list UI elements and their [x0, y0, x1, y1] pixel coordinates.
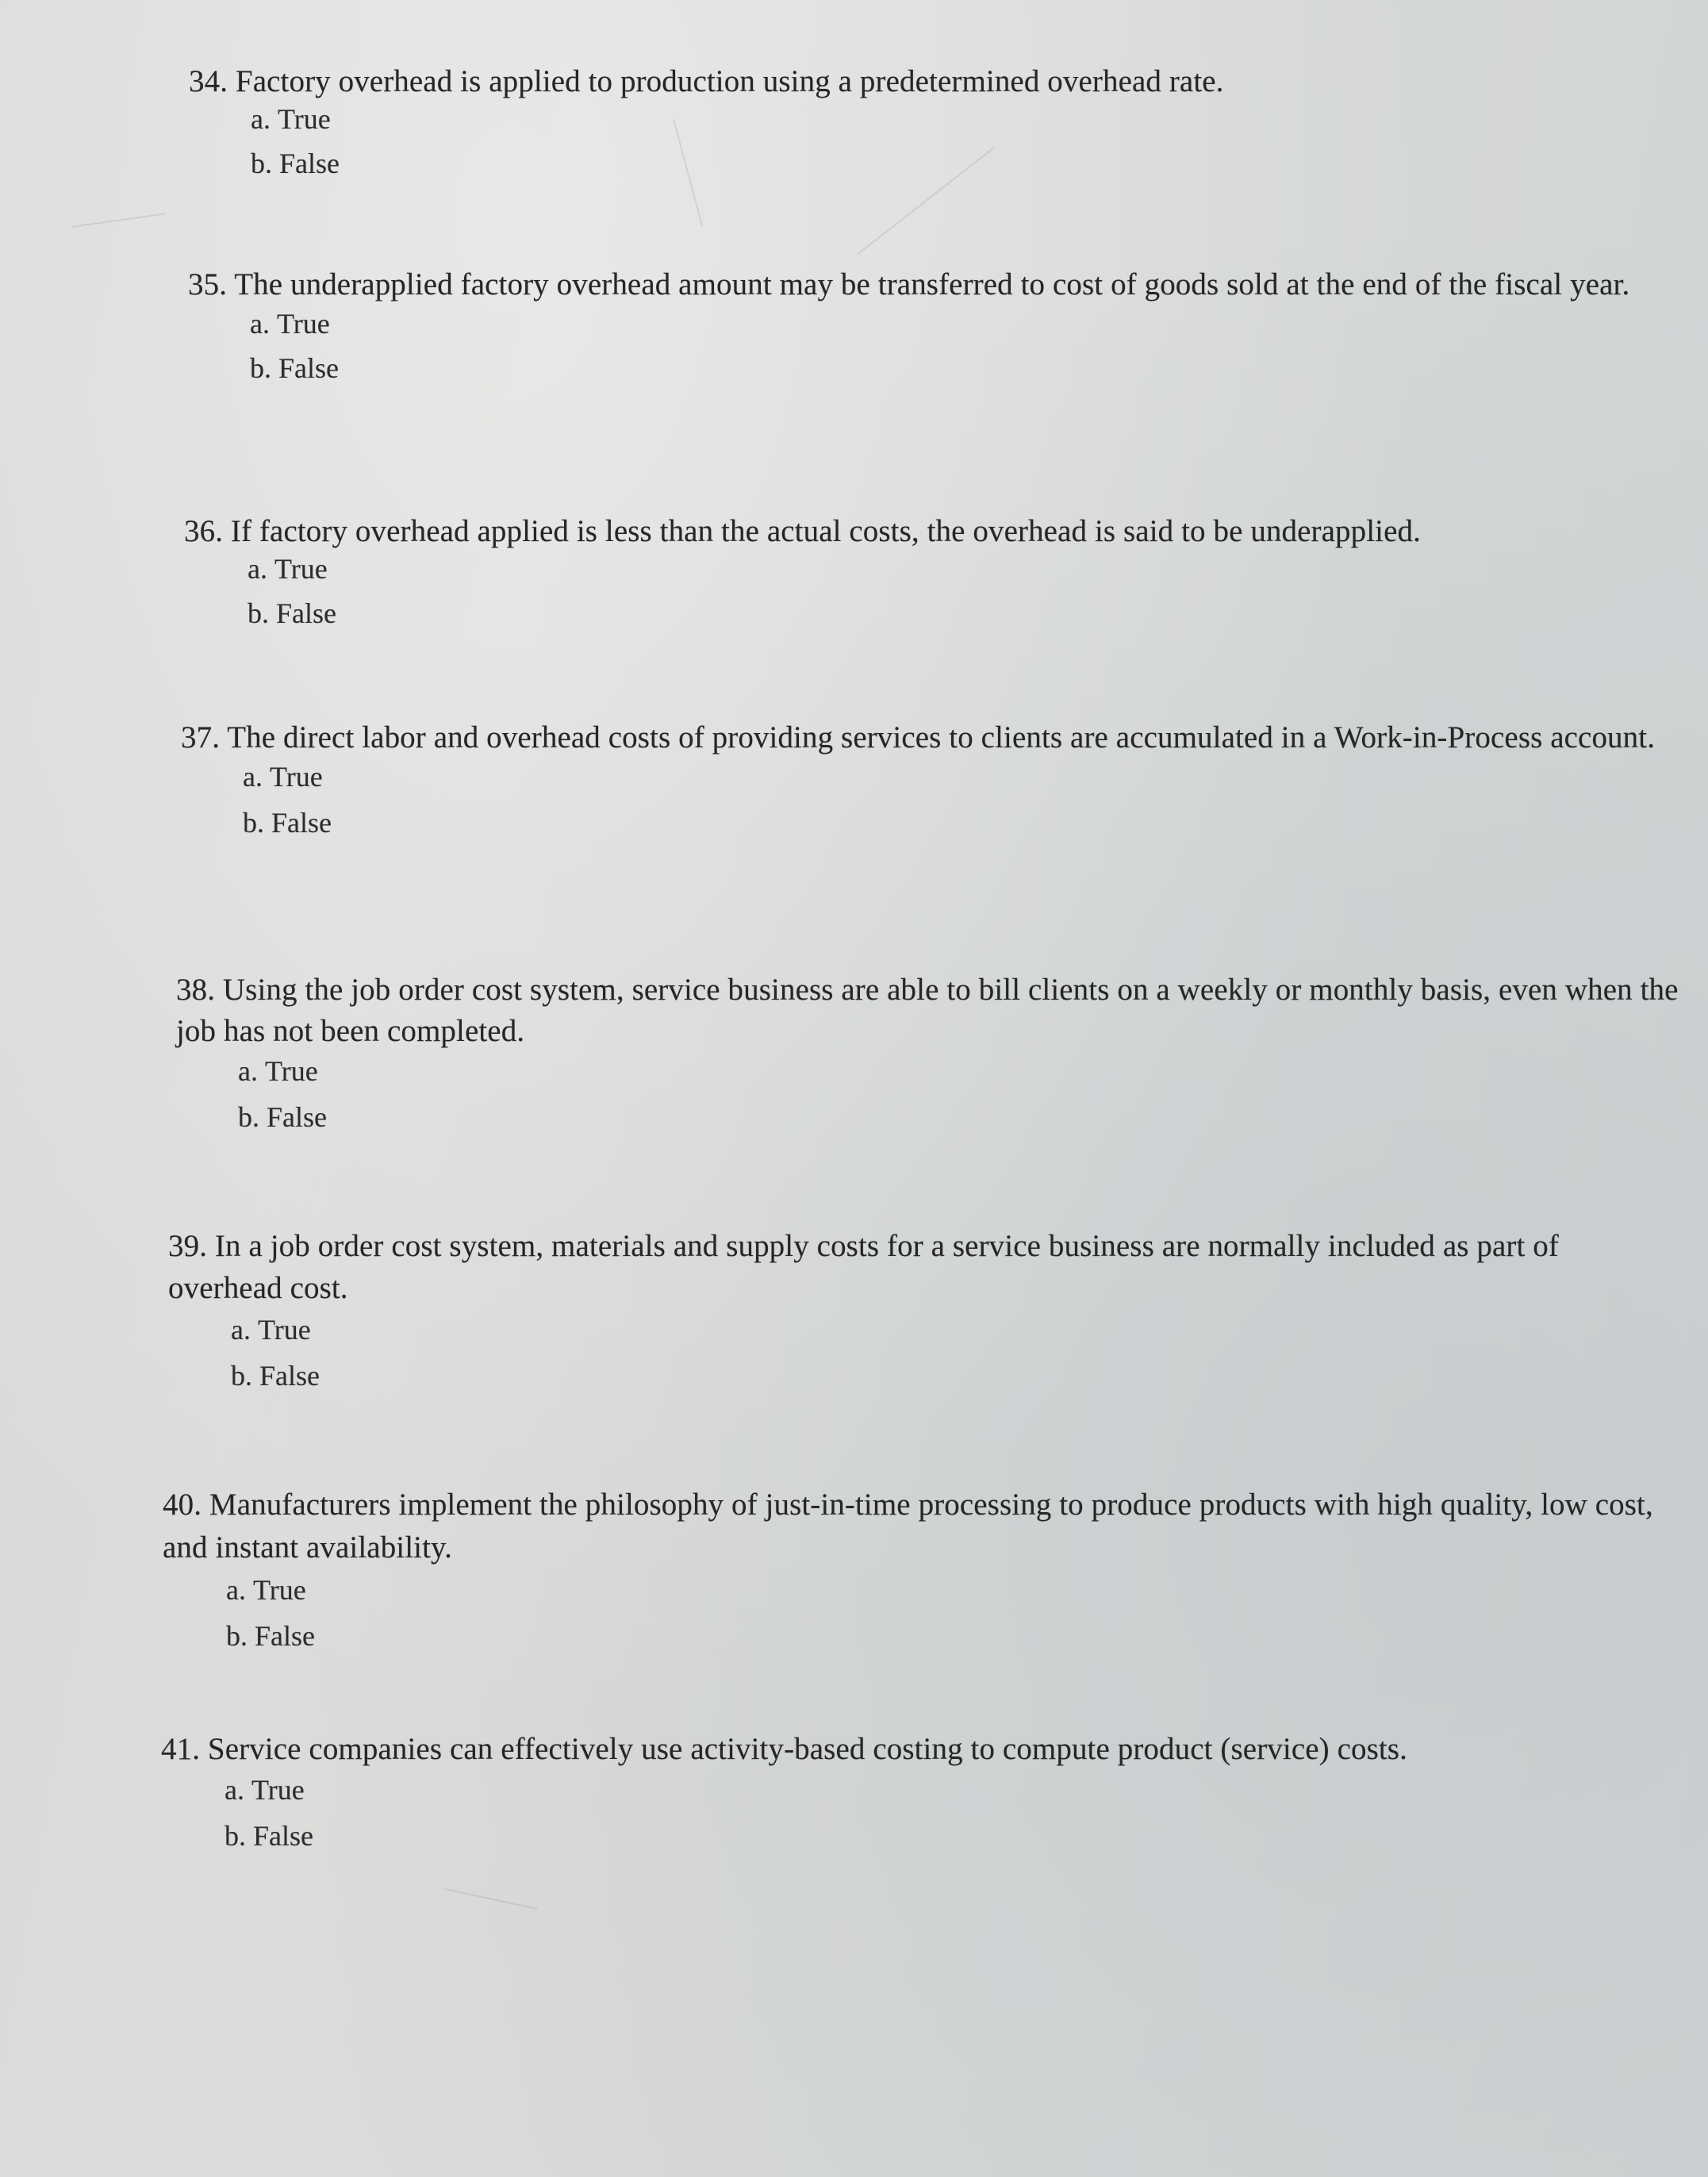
question-body: If factory overhead applied is less than the actual costs, the overhead is said to be underapplied. — [230, 514, 1421, 548]
option-letter: b. — [226, 1620, 248, 1652]
question-number: 39. — [168, 1229, 208, 1263]
option-letter: b. — [231, 1360, 252, 1392]
option-label: True — [274, 553, 328, 585]
option-false[interactable] — [250, 354, 1695, 382]
option-letter: a. — [238, 1055, 258, 1087]
question-text — [161, 1730, 1668, 1769]
option-label: True — [277, 103, 331, 135]
answer-options — [231, 1315, 1675, 1390]
option-letter: b. — [225, 1820, 246, 1852]
answer-options — [225, 1776, 1668, 1850]
question-39 — [168, 1225, 1675, 1390]
option-letter: b. — [250, 352, 271, 384]
option-letter: a. — [231, 1314, 251, 1346]
question-text — [184, 512, 1691, 551]
question-38 — [176, 969, 1683, 1131]
question-number: 41. — [161, 1732, 201, 1766]
question-37 — [181, 718, 1688, 837]
option-letter: a. — [225, 1774, 244, 1806]
question-body: Factory overhead is applied to production using a predetermined overhead rate. — [235, 64, 1224, 98]
question-body: The direct labor and overhead costs of providing services to clients are accumulated in a Work-in-Process account. — [227, 720, 1656, 754]
option-letter: b. — [238, 1101, 259, 1133]
answer-options — [243, 762, 1688, 837]
option-label: False — [267, 1101, 327, 1133]
answer-options — [226, 1576, 1670, 1650]
option-label: False — [276, 597, 336, 629]
question-number: 34. — [189, 64, 228, 98]
question-number: 37. — [181, 720, 221, 754]
option-label: False — [278, 352, 339, 384]
option-label: True — [257, 1314, 311, 1346]
option-true[interactable] — [250, 309, 1695, 338]
question-text — [189, 62, 1696, 102]
question-text — [163, 1484, 1670, 1569]
question-body: Manufacturers implement the philosophy of just-in-time processing to produce products with high quality, low cost, and instant availability. — [163, 1488, 1653, 1565]
option-true[interactable] — [225, 1776, 1668, 1804]
option-letter: a. — [243, 761, 263, 793]
option-true[interactable] — [248, 555, 1691, 583]
question-41 — [161, 1730, 1668, 1850]
question-text — [181, 718, 1688, 758]
option-letter: a. — [250, 308, 270, 340]
question-34 — [189, 62, 1696, 178]
option-letter: b. — [251, 148, 272, 179]
option-label: True — [264, 1055, 318, 1087]
option-label: False — [255, 1620, 315, 1652]
option-label: True — [251, 1774, 305, 1806]
question-text — [168, 1225, 1675, 1309]
question-number: 40. — [163, 1488, 202, 1522]
option-letter: b. — [243, 807, 264, 839]
option-false[interactable] — [248, 599, 1691, 628]
question-number: 38. — [176, 973, 216, 1007]
option-false[interactable] — [251, 149, 1696, 178]
option-false[interactable] — [238, 1103, 1683, 1131]
option-letter: a. — [251, 103, 271, 135]
paper-crease — [444, 1888, 538, 1910]
question-body: Using the job order cost system, service business are able to bill clients on a weekly or monthly basis, even when the job has not been completed. — [176, 973, 1679, 1048]
option-label: False — [259, 1360, 320, 1392]
paper-crease — [71, 213, 166, 228]
option-false[interactable] — [231, 1361, 1675, 1390]
question-body: In a job order cost system, materials and supply costs for a service business are normally included as part of overhead cost. — [168, 1229, 1559, 1305]
question-body: Service companies can effectively use activity-based costing to compute product (service) costs. — [207, 1732, 1407, 1766]
option-true[interactable] — [243, 762, 1688, 791]
option-false[interactable] — [225, 1822, 1668, 1850]
answer-options — [251, 105, 1696, 178]
question-40 — [163, 1484, 1670, 1650]
option-letter: b. — [248, 597, 269, 629]
question-number: 35. — [188, 267, 228, 301]
option-letter: a. — [226, 1574, 246, 1606]
question-35 — [188, 265, 1695, 382]
answer-options — [248, 555, 1691, 628]
option-true[interactable] — [251, 105, 1696, 133]
option-label: True — [269, 761, 323, 793]
question-36 — [184, 512, 1691, 628]
option-true[interactable] — [231, 1315, 1675, 1344]
question-number: 36. — [184, 514, 224, 548]
option-letter: a. — [248, 553, 267, 585]
answer-options — [250, 309, 1695, 382]
option-true[interactable] — [226, 1576, 1670, 1604]
option-true[interactable] — [238, 1057, 1683, 1085]
option-false[interactable] — [243, 808, 1688, 837]
option-label: True — [252, 1574, 306, 1606]
option-label: False — [253, 1820, 313, 1852]
answer-options — [238, 1057, 1683, 1131]
question-text — [176, 969, 1683, 1052]
option-label: True — [276, 308, 330, 340]
option-label: False — [271, 807, 332, 839]
question-body: The underapplied factory overhead amount may be transferred to cost of goods sold at the end of the fiscal year. — [234, 267, 1630, 301]
option-label: False — [279, 148, 340, 179]
option-false[interactable] — [226, 1622, 1670, 1650]
question-text — [188, 265, 1695, 305]
